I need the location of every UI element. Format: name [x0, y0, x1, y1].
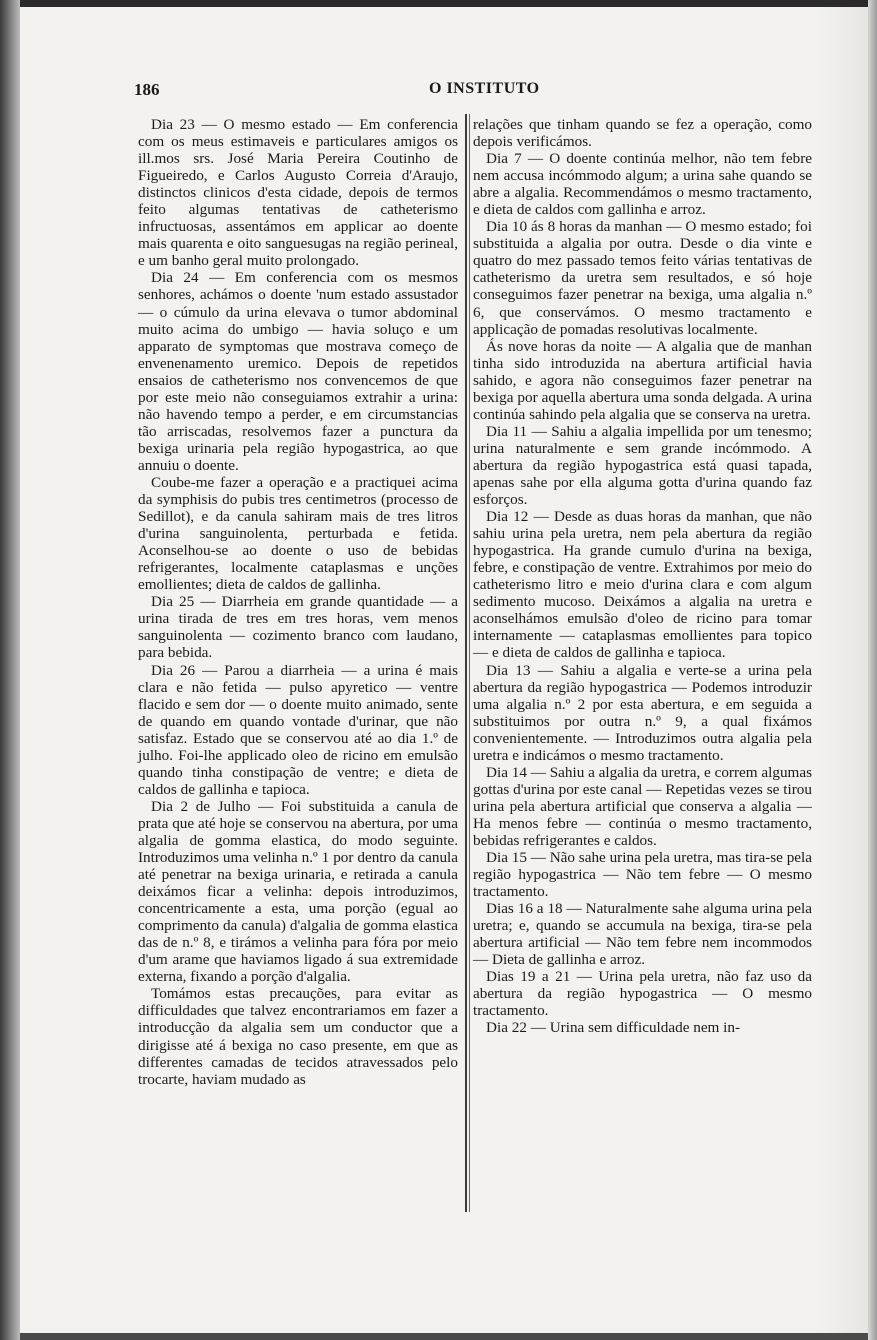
- right-column: [473, 116, 812, 1037]
- page-number: 186: [134, 80, 160, 99]
- paragraph: Dias 16 a 18 — Naturalmente sahe alguma urina pela uretra; e, quando se accumula na bexiga, tira-se pela abertura artificial — Não tem febre nem incommodos — Dieta de gallinha e arroz.: [473, 900, 812, 969]
- paragraph: Dia 13 — Sahiu a algalia e verte-se a urina pela abertura da região hypogastrica — Podemos introduzir uma algalia n.º 2 por esta abertura, e em seguida a substituimos por outra n.º 9, a qual fixámos convenientemente. — Introduzimos outra algalia pela uretra e indicámos o mesmo tractamento.: [473, 661, 812, 764]
- book-spine: [0, 0, 20, 1340]
- paragraph: Dia 14 — Sahiu a algalia da uretra, e correm algumas gottas d'urina por este canal — Repetidas vezes se tirou urina pela abertura artificial que conserva a algalia — Ha menos febre — continúa o mesmo tractamento, bebidas refrigerantes e caldos.: [473, 763, 812, 849]
- paragraph: Dia 26 — Parou a diarrheia — a urina é mais clara e não fetida — pulso apyretico — ventre flacido e sem dor — o doente muito animado, sente de quando em quando vontade d'urinar, que não satisfaz. Estado que se conservou até ao dia 1.º de julho. Foi-lhe applicado oleo de ricino em emulsão quando tinha constipação de ventre; e dieta de caldos de gallinha e tapioca.: [138, 661, 458, 798]
- column-divider: [465, 114, 467, 1212]
- paragraph: Ás nove horas da noite — A algalia que de manhan tinha sido introduzida na abertura artificial havia sahido, e agora não conseguimos fazer penetrar na bexiga por aquella abertura uma sonda delgada. A urina continúa sahindo pela algalia que se conserva na uretra.: [473, 337, 812, 423]
- paragraph: Dia 2 de Julho — Foi substituida a canula de prata que até hoje se conservou na abertura, por uma algalia de gomma elastica, do modo seguinte. Introduzimos uma velinha n.º 1 por dentro da canula até penetrar na bexiga urinaria, e retirada a canula deixámos ficar a velinha: depois introduzimos, concentricamente a esta, uma porção (egual ao comprimento da canula) d'algalia de gomma elastica das de n.º 8, e tirámos a velinha para fóra por meio d'um arame que haviamos ligado á sua extremidade externa, fixando a porção d'algalia.: [138, 797, 458, 986]
- paragraph: Dia 12 — Desde as duas horas da manhan, que não sahiu urina pela uretra, nem pela abertura da região hypogastrica. Ha grande cumulo d'urina na bexiga, febre, e constipação de ventre. Extrahimos por meio do catheterismo litro e meio d'urina clara e com algum sedimento mucoso. Deixámos a algalia na uretra e aconselhámos emulsão d'oleo de ricino para tomar internamente — cataplasmas emollientes para topico — e dieta de caldos de gallinha e tapioca.: [473, 508, 812, 662]
- page-header: [134, 80, 784, 102]
- paragraph: Dia 23 — O mesmo estado — Em conferencia com os meus estimaveis e particulares amigos os ill.mos srs. José Maria Pereira Coutinho de Figueiredo, e Carlos Augusto Correia d'Araujo, distinctos clinicos d'esta cidade, depois de termos feito algumas tentativas de catheterismo infructuosas, assentámos em applicar ao doente mais quarenta e oito sanguesugas na região perineal, e um banho geral muito prolongado.: [138, 116, 458, 270]
- scan-top-edge: [0, 0, 877, 7]
- paragraph: Dias 19 a 21 — Urina pela uretra, não faz uso da abertura da região hypogastrica — O mesmo tractamento.: [473, 968, 812, 1020]
- paragraph: relações que tinham quando se fez a operação, como depois verificámos.: [473, 116, 812, 151]
- paragraph: Dia 25 — Diarrheia em grande quantidade — a urina tirada de tres em tres horas, vem menos sanguinolenta — cozimento branco com laudano, para bebida.: [138, 593, 458, 662]
- paragraph: Dia 15 — Não sahe urina pela uretra, mas tira-se pela região hypogastrica — Não tem febre — O mesmo tractamento.: [473, 849, 812, 901]
- paragraph: Dia 24 — Em conferencia com os mesmos senhores, achámos o doente 'num estado assustador — o cúmulo da urina elevava o tumor abdominal muito acima do umbigo — havia soluço e um apparato de symptomas que mostrava começo de envenenamento uremico. Depois de repetidos ensaios de catheterismo nos convencemos de que por este meio não conseguiamos extrahir a urina: não havendo tempo a perder, e em circumstancias tão arriscadas, resolvemos fazer a punctura da bexiga urinaria pela região hypogastrica, ao que annuiu o doente.: [138, 269, 458, 474]
- left-column: [138, 116, 458, 1088]
- running-title: O INSTITUTO: [429, 80, 540, 97]
- paragraph: Dia 22 — Urina sem difficuldade nem in-: [486, 1019, 741, 1037]
- paragraph: Dia 7 — O doente continúa melhor, não tem febre nem accusa incómmodo algum; a urina sahe quando se abre a algalia. Recommendámos o mesmo tractamento, e dieta de caldos com gallinha e arroz.: [473, 150, 812, 219]
- paragraph: Dia 11 — Sahiu a algalia impellida por um tenesmo; urina naturalmente e sem grande incómmodo. A abertura da região hypogastrica está quasi tapada, apenas sahe por ella alguma gotta d'urina quando faz esforços.: [473, 422, 812, 509]
- paragraph: Coube-me fazer a operação e a practiquei acima da symphisis do pubis tres centimetros (processo de Sedillot), e da canula sahiram mais de tres litros d'urina sanguinolenta, perturbada e fetida. Aconselhou-se ao doente o uso de bebidas refrigerantes, localmente cataplasmas e unções emollientes; dieta de caldos de gallinha.: [138, 473, 458, 594]
- paragraph: Tomámos estas precauções, para evitar as difficuldades que talvez encontrariamos em fazer a introducção da algalia sem um conductor que a dirigisse até á bexiga no caso presente, em que as differentes camadas de tecidos atravessados pelo trocarte, haviam mudado as: [138, 985, 458, 1088]
- paragraph: Dia 10 ás 8 horas da manhan — O mesmo estado; foi substituida a algalia por outra. Desde o dia vinte e quatro do mez passado temos feito várias tentativas de catheterismo da uretra sem resultados, e só hoje conseguimos fazer penetrar na bexiga, uma algalia n.º 6, que conservámos. O mesmo tractamento e applicação de pomadas resolutivas localmente.: [473, 218, 812, 338]
